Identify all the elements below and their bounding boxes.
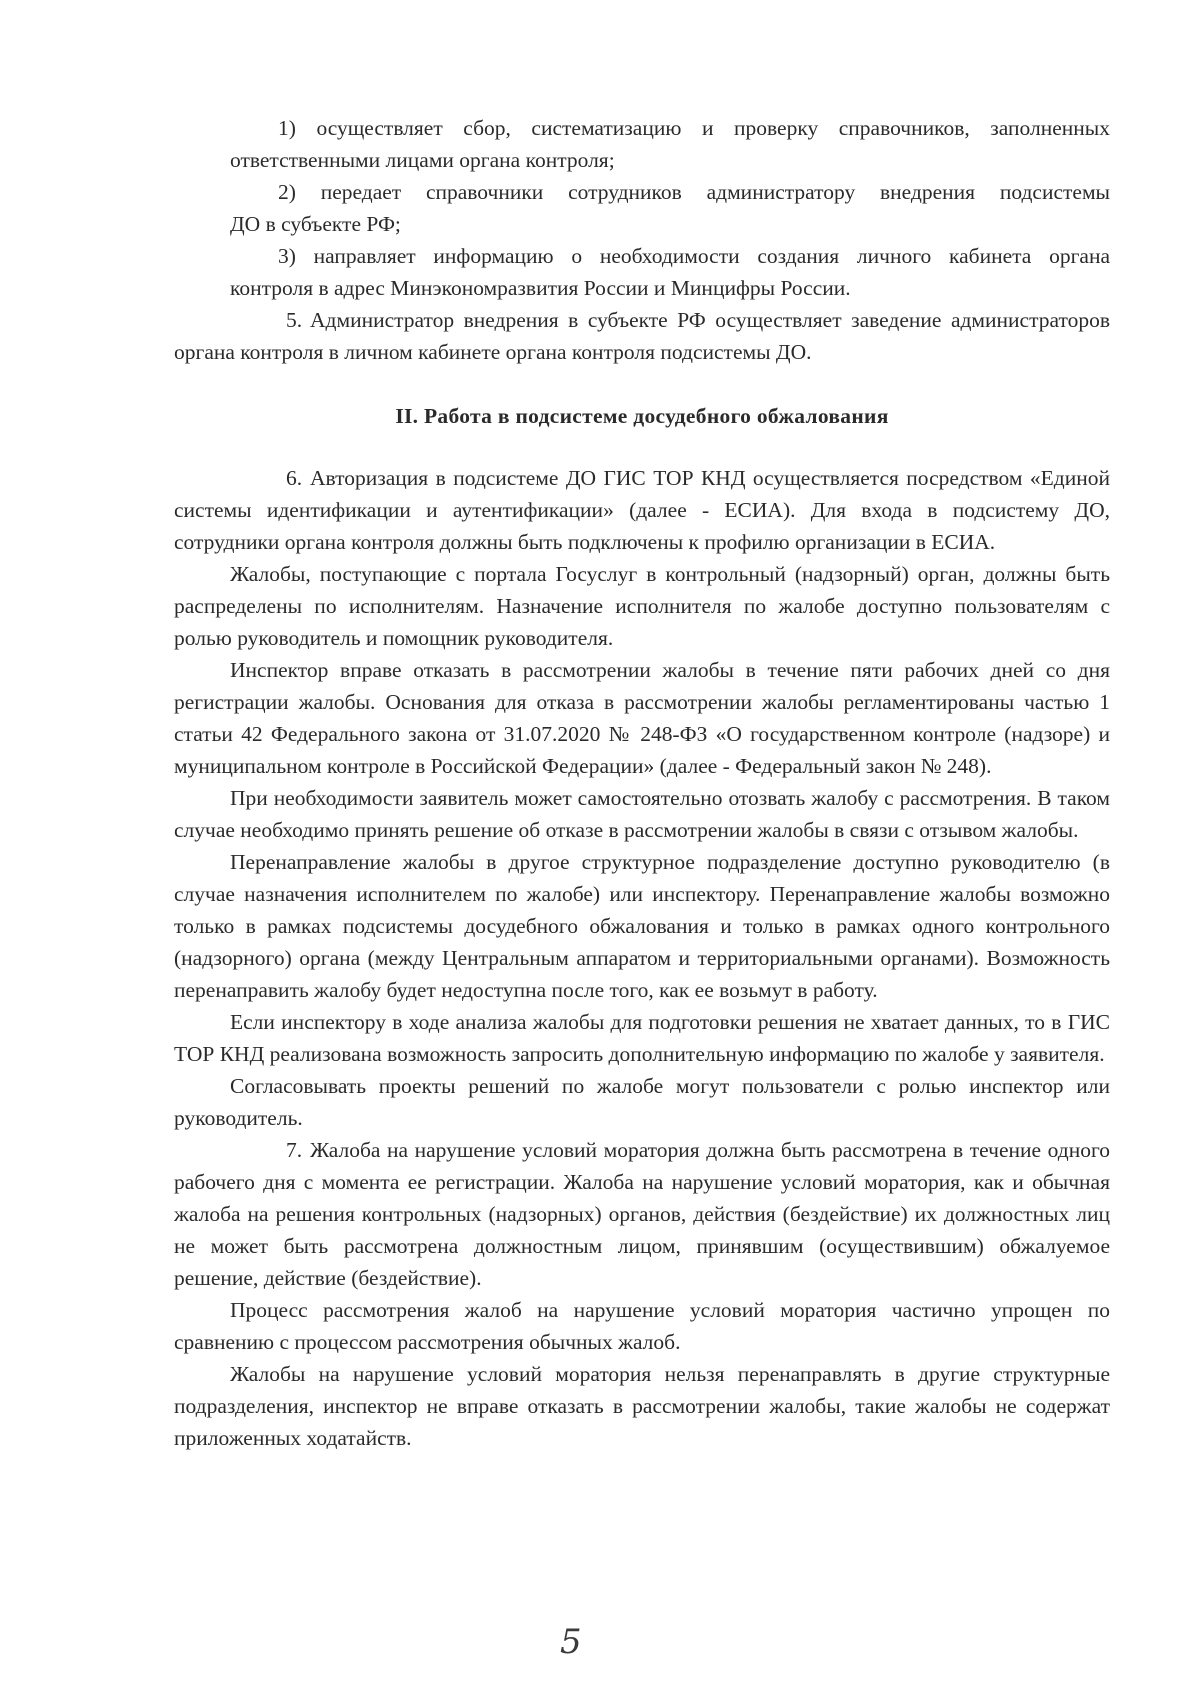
list-item bbox=[174, 112, 1110, 176]
list-item-first-line: 2) передает справочники сотрудников администратору внедрения подсистемы bbox=[278, 180, 1110, 204]
paragraph: Жалобы на нарушение условий моратория нельзя перенаправлять в другие структурные подразделения, инспектор не вправе отказать в рассмотрении жалобы, такие жалобы не содержат приложенных ходатайств. bbox=[174, 1362, 1110, 1450]
paragraph: При необходимости заявитель может самостоятельно отозвать жалобу с рассмотрения. В таком случае необходимо принять решение об отказе в рассмотрении жалобы в связи с отзывом жалобы. bbox=[174, 786, 1110, 842]
list-item-continuation: ответственными лицами органа контроля; bbox=[230, 148, 615, 172]
paragraph-text: Авторизация в подсистеме ДО ГИС ТОР КНД осуществляется посредством «Единой системы идентификации и аутентификации» (далее - ЕСИА). Для входа в подсистему ДО, сотрудники органа контроля должны быть подключены к профилю организации в ЕСИА. bbox=[174, 466, 1110, 554]
document-body bbox=[174, 112, 1110, 1454]
paragraph-text: Жалоба на нарушение условий моратория должна быть рассмотрена в течение одного рабочего дня с момента ее регистрации. Жалоба на нарушение условий моратория, как и обычная жалоба на решения контрольных (надзорных) органов, действия (бездействие) их должностных лиц не может быть рассмотрена должностным лицом, принявшим (осуществившим) обжалуемое решение, действие (бездействие). bbox=[174, 1138, 1110, 1290]
paragraph: Процесс рассмотрения жалоб на нарушение условий моратория частично упрощен по сравнению с процессом рассмотрения обычных жалоб. bbox=[174, 1298, 1110, 1354]
list-item bbox=[174, 176, 1110, 240]
page-number: 5 bbox=[560, 1622, 582, 1662]
paragraph-5 bbox=[174, 304, 1110, 368]
list-item-continuation: контроля в адрес Минэкономразвития России и Минцифры России. bbox=[230, 276, 851, 300]
paragraph-7 bbox=[174, 1134, 1110, 1294]
paragraph-number: 7. bbox=[286, 1138, 303, 1162]
paragraph-number: 6. bbox=[286, 466, 303, 490]
list-item-continuation: ДО в субъекте РФ; bbox=[230, 212, 401, 236]
list-item-first-line: 3) направляет информацию о необходимости создания личного кабинета органа bbox=[278, 244, 1110, 268]
section-heading: II. Работа в подсистеме досудебного обжалования bbox=[395, 404, 889, 428]
paragraph: Согласовывать проекты решений по жалобе могут пользователи с ролью инспектор или руководитель. bbox=[174, 1074, 1110, 1130]
paragraph-number: 5. bbox=[286, 308, 303, 332]
paragraph: Инспектор вправе отказать в рассмотрении жалобы в течение пяти рабочих дней со дня регистрации жалобы. Основания для отказа в рассмотрении жалобы регламентированы частью 1 статьи 42 Федерального закона от 31.07.2020 № 248-ФЗ «О государственном контроле (надзоре) и муниципальном контроле в Российской Федерации» (далее - Федеральный закон № 248). bbox=[174, 658, 1110, 778]
list-item-first-line: 1) осуществляет сбор, систематизацию и проверку справочников, заполненных bbox=[278, 116, 1110, 140]
paragraph-6 bbox=[174, 462, 1110, 558]
paragraph-text: Администратор внедрения в субъекте РФ осуществляет заведение администраторов органа контроля в личном кабинете органа контроля подсистемы ДО. bbox=[174, 308, 1110, 364]
paragraph: Если инспектору в ходе анализа жалобы для подготовки решения не хватает данных, то в ГИС ТОР КНД реализована возможность запросить дополнительную информацию по жалобе у заявителя. bbox=[174, 1010, 1110, 1066]
paragraph: Жалобы, поступающие с портала Госуслуг в контрольный (надзорный) орган, должны быть распределены по исполнителям. Назначение исполнителя по жалобе доступно пользователям с ролью руководитель и помощник руководителя. bbox=[174, 562, 1110, 650]
paragraph: Перенаправление жалобы в другое структурное подразделение доступно руководителю (в случае назначения исполнителем по жалобе) или инспектору. Перенаправление жалобы возможно только в рамках подсистемы досудебного обжалования и только в рамках одного контрольного (надзорного) органа (между Центральным аппаратом и территориальными органами). Возможность перенаправить жалобу будет недоступна после того, как ее возьмут в работу. bbox=[174, 850, 1110, 1002]
list-item bbox=[174, 240, 1110, 304]
